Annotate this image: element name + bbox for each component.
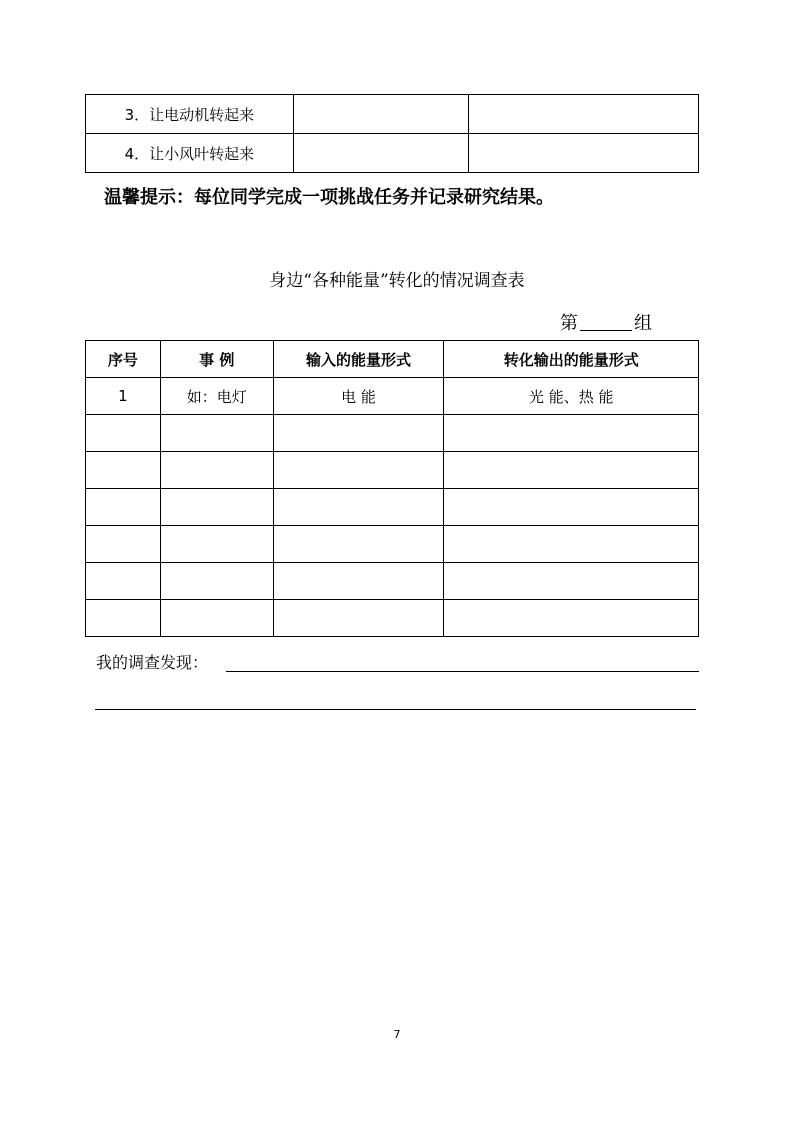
table-cell (160, 526, 273, 563)
table-row (86, 378, 699, 415)
page-number: 7 (393, 1028, 401, 1041)
table-cell (273, 526, 444, 563)
table-row (86, 415, 699, 452)
table-cell (273, 452, 444, 489)
header-cell-example: 事 例 (160, 341, 273, 378)
table-row (86, 526, 699, 563)
table-cell: 光 能、热 能 (444, 378, 699, 415)
table-cell (86, 600, 161, 637)
table-cell (86, 489, 161, 526)
group-prefix: 第 (560, 313, 578, 334)
table-cell (444, 452, 699, 489)
table-cell (444, 563, 699, 600)
table-cell (444, 526, 699, 563)
table-cell (273, 415, 444, 452)
table-cell (160, 489, 273, 526)
table-cell (273, 600, 444, 637)
table-cell (444, 600, 699, 637)
group-number-line (560, 309, 652, 335)
table-cell (86, 452, 161, 489)
table-cell (293, 95, 469, 134)
table-cell (273, 489, 444, 526)
table-cell (469, 95, 699, 134)
table-cell: 1 (86, 378, 161, 415)
table-cell: 电 能 (273, 378, 444, 415)
table-cell (160, 452, 273, 489)
table-cell (160, 563, 273, 600)
table-cell (293, 134, 469, 173)
findings-label: 我的调查发现： (96, 653, 209, 672)
table-cell (469, 134, 699, 173)
table-row (86, 600, 699, 637)
table-cell (273, 563, 444, 600)
header-cell-output-energy: 转化输出的能量形式 (444, 341, 699, 378)
table-header-row (86, 341, 699, 378)
task-table (85, 94, 699, 173)
task-label: 3．让电动机转起来 (86, 95, 294, 134)
table-cell (86, 415, 161, 452)
table-cell (444, 415, 699, 452)
survey-table (85, 340, 699, 637)
findings-answer-line (95, 709, 696, 710)
table-cell: 如：电灯 (160, 378, 273, 415)
table-row (86, 563, 699, 600)
group-suffix: 组 (634, 313, 652, 334)
table-row (86, 489, 699, 526)
findings-answer-line (226, 671, 699, 672)
table-row (86, 134, 699, 173)
table-cell (160, 600, 273, 637)
table-cell (86, 526, 161, 563)
header-cell-number: 序号 (86, 341, 161, 378)
table-row (86, 452, 699, 489)
table-cell (444, 489, 699, 526)
table-cell (86, 563, 161, 600)
group-number-blank (580, 312, 632, 331)
table-row (86, 95, 699, 134)
table-cell (160, 415, 273, 452)
survey-title: 身边“各种能量”转化的情况调查表 (269, 271, 525, 291)
tip-text: 温馨提示：每位同学完成一项挑战任务并记录研究结果。 (104, 187, 554, 208)
header-cell-input-energy: 输入的能量形式 (273, 341, 444, 378)
task-label: 4．让小风叶转起来 (86, 134, 294, 173)
